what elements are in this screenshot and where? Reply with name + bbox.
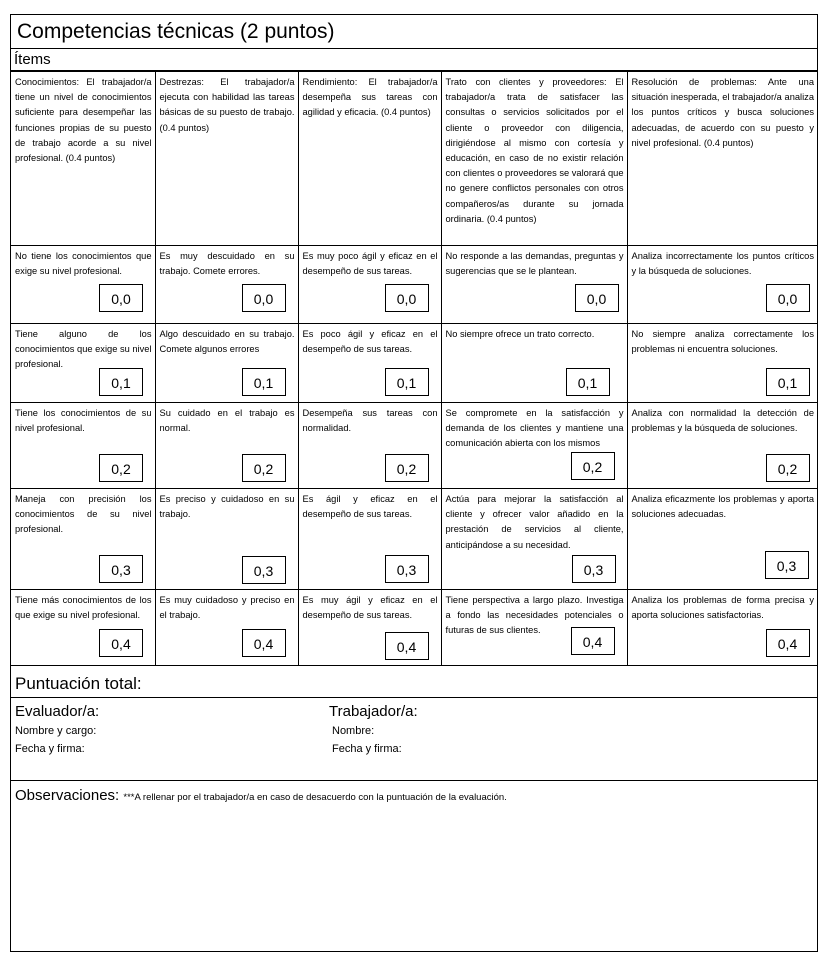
level-text: Tiene más conocimientos de los que exige su nivel profesional. [15,595,152,621]
level-cell [11,246,155,324]
level-cell [155,489,298,590]
level-cell [11,403,155,489]
header-cell: Conocimientos: El trabajador/a tiene un nivel de conocimientos suficiente para desempeñar las funciones propias de su puesto de trabajo acorde a su nivel profesional. (0.4 puntos) [11,72,155,246]
level-text: Tiene los conocimientos de su nivel profesional. [15,408,152,434]
level-text: Algo descuidado en su trabajo. Comete algunos errores [159,329,295,355]
worker-heading: Trabajador/a: [329,703,418,720]
score-box: 0,4 [766,629,810,657]
total-score-label: Puntuación total: [15,674,142,693]
total-row [11,671,817,698]
score-box: 0,0 [575,284,619,312]
observations-note: ***A rellenar por el trabajador/a en caso de desacuerdo con la puntuación de la evaluación. [123,792,507,803]
level-cell [441,246,627,324]
header-row [11,72,817,246]
signatures-row [11,698,817,781]
level-cell [627,324,817,403]
level-cell [155,403,298,489]
level-cell [11,489,155,590]
level-cell [11,590,155,666]
level-text: No siempre ofrece un trato correcto. [445,329,595,339]
level-text: Es muy poco ágil y eficaz en el desempeño de sus tareas. [302,251,438,277]
score-box: 0,1 [99,368,143,396]
level-text: No tiene los conocimientos que exige su nivel profesional. [15,251,152,277]
competency-grid [11,71,817,666]
level-text: Es preciso y cuidadoso en su trabajo. [159,494,295,520]
score-box: 0,3 [242,556,286,584]
observations [15,787,507,804]
score-box: 0,0 [385,284,429,312]
level-cell [441,590,627,666]
score-box: 0,4 [242,629,286,657]
level-cell [298,489,441,590]
level-text: Es muy cuidadoso y preciso en el trabajo. [159,595,295,621]
level-cell [155,246,298,324]
score-box: 0,2 [766,454,810,482]
title-row [11,15,817,49]
items-row [11,49,817,71]
level-text: Actúa para mejorar la satisfacción al cliente y ofrecer valor añadido en la prestación de servicios al cliente, anticipándose a su necesidad. [445,494,624,550]
level-cell [627,246,817,324]
level-cell [441,324,627,403]
level-cell [155,590,298,666]
score-box: 0,4 [571,627,615,655]
score-box: 0,0 [242,284,286,312]
level-text: Es ágil y eficaz en el desempeño de sus tareas. [302,494,438,520]
score-box: 0,4 [99,629,143,657]
level-cell [627,590,817,666]
items-label: Ítems [14,51,51,68]
score-box: 0,2 [242,454,286,482]
level-text: Es muy ágil y eficaz en el desempeño de sus tareas. [302,595,438,621]
level-text: Tiene perspectiva a largo plazo. Investiga a fondo las necesidades potenciales o futuras de sus clientes. [445,595,624,636]
level-text: Se compromete en la satisfacción y demanda de los clientes y mantiene una comunicación abierta con los mismos [445,408,624,449]
evaluator-date-label: Fecha y firma: [15,743,85,755]
score-box: 0,0 [766,284,810,312]
score-box: 0,1 [385,368,429,396]
level-text: Analiza con normalidad la detección de problemas y la búsqueda de soluciones. [631,408,814,434]
level-text: Desempeña sus tareas con normalidad. [302,408,438,434]
worker-name-label: Nombre: [332,725,375,737]
score-box: 0,3 [572,555,616,583]
level-text: No responde a las demandas, preguntas y sugerencias que se le plantean. [445,251,624,277]
level-cell [298,324,441,403]
score-box: 0,2 [571,452,615,480]
score-box: 0,2 [385,454,429,482]
evaluator-heading: Evaluador/a: [15,703,100,720]
worker-date-label: Fecha y firma: [332,743,402,755]
level-text: Tiene alguno de los conocimientos que exige su nivel profesional. [15,329,152,370]
level-row [11,489,817,590]
score-box: 0,4 [385,632,429,660]
score-box: 0,3 [385,555,429,583]
form-title: Competencias técnicas (2 puntos) [17,20,335,43]
level-cell [298,403,441,489]
level-text: Analiza eficazmente los problemas y aporta soluciones adecuadas. [631,494,814,520]
score-box: 0,1 [766,368,810,396]
header-cell: Destrezas: El trabajador/a ejecuta con habilidad las tareas básicas de su puesto de trabajo.(0.4 puntos) [155,72,298,246]
level-cell [627,403,817,489]
level-cell [11,324,155,403]
level-text: Es poco ágil y eficaz en el desempeño de sus tareas. [302,329,438,355]
level-text: Maneja con precisión los conocimientos de su nivel profesional. [15,494,152,535]
level-row [11,246,817,324]
level-text: Es muy descuidado en su trabajo. Comete errores. [159,251,295,277]
header-cell: Rendimiento: El trabajador/a desempeña sus tareas con agilidad y eficacia. (0.4 puntos) [298,72,441,246]
header-cell: Resolución de problemas: Ante una situación inesperada, el trabajador/a analiza los puntos críticos y busca soluciones adecuadas, de acuerdo con su puesto y nivel profesional. (0.4 puntos) [627,72,817,246]
header-cell: Trato con clientes y proveedores: El trabajador/a trata de satisfacer las consultas o servicios solicitados por el cliente o proveedor con diligencia, dirigiéndose al mismo con cortesía y educación, en caso de no existir relación con clientes o proveedores se valorará que no genere conflictos personales con otros compañeros/as durante su jornada ordinaria. (0.4 puntos) [441,72,627,246]
evaluation-form [10,14,818,952]
score-box: 0,1 [566,368,610,396]
level-cell [627,489,817,590]
level-text: No siempre analiza correctamente los problemas ni encuentra soluciones. [631,329,814,355]
level-cell [441,403,627,489]
score-box: 0,1 [242,368,286,396]
level-text: Analiza los problemas de forma precisa y aporta soluciones satisfactorias. [631,595,814,621]
score-box: 0,3 [99,555,143,583]
level-cell [155,324,298,403]
level-text: Analiza incorrectamente los puntos críticos y la búsqueda de soluciones. [631,251,814,277]
observations-label: Observaciones: [15,787,120,804]
evaluator-name-label: Nombre y cargo: [15,725,97,737]
score-box: 0,3 [765,551,809,579]
level-text: Su cuidado en el trabajo es normal. [159,408,295,434]
score-box: 0,2 [99,454,143,482]
level-cell [298,590,441,666]
score-box: 0,0 [99,284,143,312]
level-cell [441,489,627,590]
level-cell [298,246,441,324]
level-row [11,590,817,666]
level-row [11,324,817,403]
level-row [11,403,817,489]
